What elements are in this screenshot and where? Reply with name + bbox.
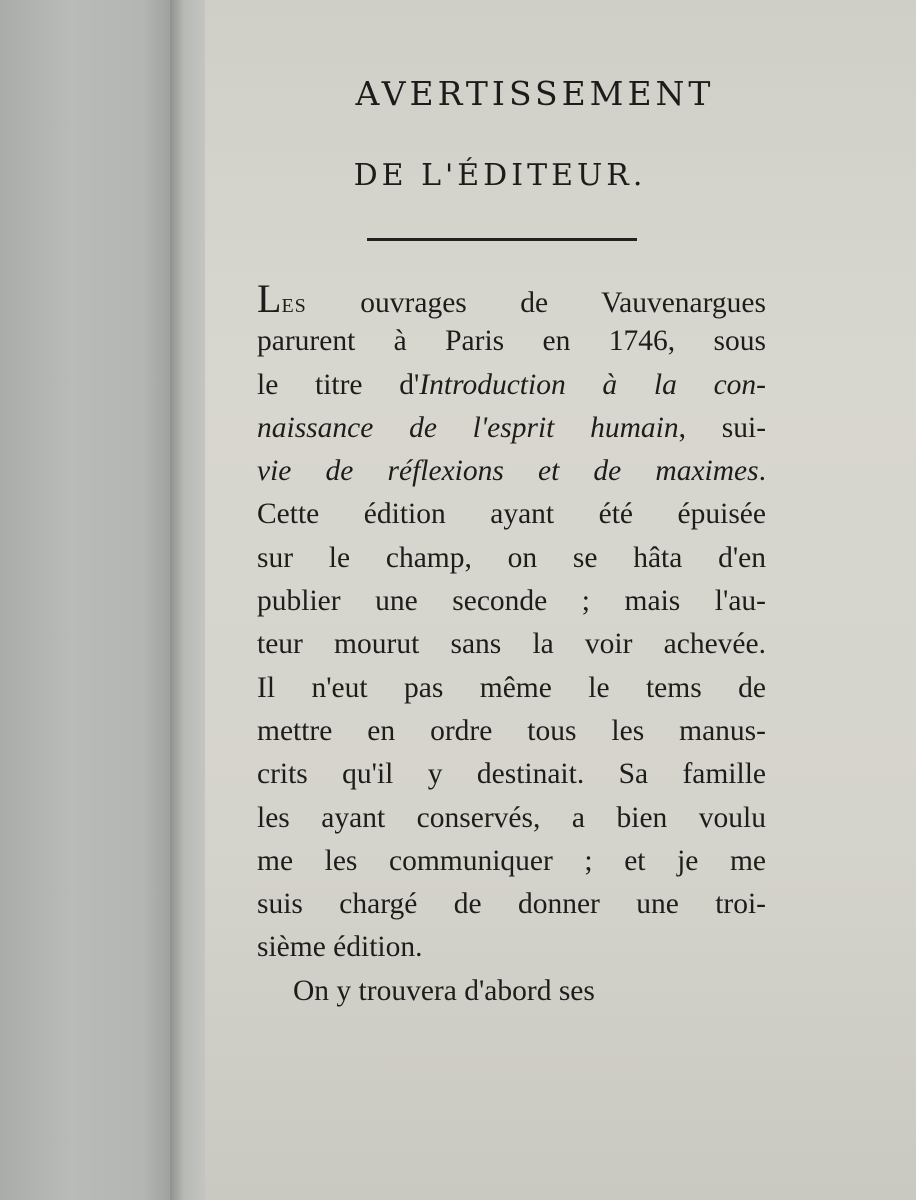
roman-text: Il n'eut pas même le tems de <box>257 671 766 704</box>
text-line <box>257 364 766 407</box>
drop-cap: L <box>257 276 282 321</box>
italic-text: Introduction à la con- <box>419 368 766 401</box>
text-line <box>257 407 766 450</box>
heading-title: AVERTISSEMENT <box>355 74 715 113</box>
roman-text: . <box>758 455 766 488</box>
italic-text: vie de réflexions et de maximes <box>257 455 759 488</box>
roman-text: ouvrages de Vauvenargues <box>306 287 766 319</box>
roman-text: crits qu'il y destinait. Sa famille <box>257 758 766 791</box>
roman-text: Cette édition ayant été épuisée <box>257 498 766 531</box>
text-line <box>257 840 766 883</box>
roman-text: me les communiquer ; et je me <box>257 844 766 877</box>
roman-text: publier une seconde ; mais l'au- <box>257 585 766 618</box>
roman-text: sième édition. <box>257 931 423 964</box>
text-line <box>257 537 766 580</box>
roman-text: le titre d' <box>257 368 420 401</box>
small-caps: ES <box>281 295 307 317</box>
roman-text: parurent à Paris en 1746, sous <box>257 325 766 358</box>
roman-text: sur le champ, on se hâta d'en <box>257 541 766 574</box>
italic-text: naissance de l'esprit humain <box>257 411 679 444</box>
text-line <box>257 883 766 926</box>
text-line <box>257 970 766 1013</box>
roman-text: suis chargé de donner une troi- <box>257 888 766 921</box>
text-line <box>257 926 766 969</box>
text-line <box>257 753 766 796</box>
heading-subtitle: DE L'ÉDITEUR. <box>353 158 647 193</box>
text-line <box>257 493 766 536</box>
roman-text: teur mourut sans la voir achevée. <box>257 628 766 661</box>
body-text <box>257 277 766 1013</box>
text-line <box>257 710 766 753</box>
text-line <box>257 623 766 666</box>
text-line <box>257 450 766 493</box>
divider-rule <box>367 238 637 241</box>
text-line <box>257 320 766 363</box>
text-line <box>257 667 766 710</box>
roman-text: , sui- <box>678 411 767 444</box>
roman-text: mettre en ordre tous les manus- <box>257 714 766 747</box>
left-page <box>0 0 178 1200</box>
text-line <box>257 277 766 320</box>
text-line <box>257 580 766 623</box>
roman-text: les ayant conservés, a bien voulu <box>257 801 766 834</box>
roman-text: On y trouvera d'abord ses <box>293 974 595 1007</box>
text-line <box>257 797 766 840</box>
